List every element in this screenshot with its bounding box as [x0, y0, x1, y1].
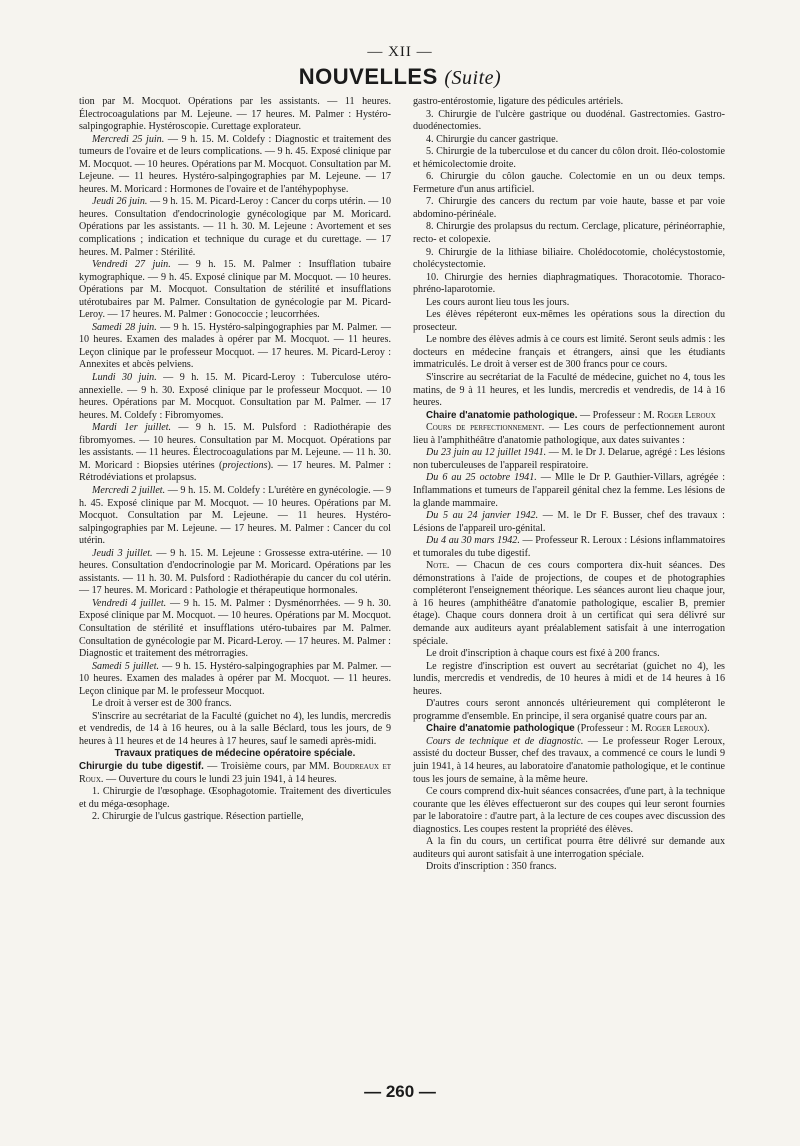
title-main: NOUVELLES	[298, 64, 438, 89]
section-heading: Travaux pratiques de médecine opératoire spéciale.	[114, 748, 356, 760]
paragraph: Le droit d'inscription à chaque cours est fixé à 200 francs.	[426, 648, 660, 660]
paragraph: Droits d'inscription : 350 francs.	[426, 861, 557, 873]
list-item: 7. Chirurgie des cancers du rectum par voie haute, basse et par voie abdomino-périnéale.	[413, 196, 725, 220]
schedule-entry: Mercredi 25 juin. — 9 h. 15. M. Coldefy : Diagnostic et traitement des tumeurs de l'ovaire et de leurs complications. — 9 h. 45. Exposé clinique par M. Mocquot. — 10 heures. Opérations par M. Mocquot. Consultation par M. Lejeune. — 11 heures. Hystéro-salpingographies par M. Lejeune. — 17 heures. M. Moricard : Hormones de l'ovaire et de l'antéhypophyse.	[79, 133, 391, 195]
list-item: 3. Chirurgie de l'ulcère gastrique ou duodénal. Gastrectomies. Gastro-duodénectomies.	[413, 108, 725, 133]
page-title	[0, 64, 800, 90]
paragraph: tion par M. Mocquot. Opérations par les assistants. — 11 heures. Électrocoagulations par M. Lejeune. — 17 heures. M. Palmer : Hystéro-salpingographie. Hystéroscopie. Curettage explorateur.	[79, 96, 391, 133]
roman-page-number: — XII —	[367, 44, 433, 60]
list-item: 8. Chirurgie des prolapsus du rectum. Cerclage, plicature, périnéorraphie, recto- et colopexie.	[413, 221, 725, 246]
schedule-entry: Du 4 au 30 mars 1942. — Professeur R. Leroux : Lésions inflammatoires et tumorales du tube digestif.	[413, 535, 726, 559]
paragraph: A la fin du cours, un certificat pourra être délivré sur demande aux auditeurs qui auront satisfait à une interrogation spéciale.	[413, 836, 725, 860]
paragraph: Les élèves répéteront eux-mêmes les opérations sous la direction du prosecteur.	[413, 309, 725, 333]
list-item: 10. Chirurgie des hernies diaphragmatiques. Thoracotomie. Thoraco-phréno-laparotomie.	[413, 271, 725, 296]
schedule-entry: Vendredi 27 juin. — 9 h. 15. M. Palmer : Insufflation tubaire kymographique. — 9 h. 45. Exposé clinique par M. Mocquot. — 10 heures. Opérations par M. Mocquot. Consultation de stérilité et insufflations utérotubaires par M. Palmer. Consultation de gynécologie par M. Picard-Leroy. — 17 heures. M. Palmer : Gonococcie ; leucorrhées.	[79, 259, 392, 321]
paragraph: Ce cours comprend dix-huit séances consacrées, d'une part, à la technique courante que les élèves effectueront sur des coupes qui leur seront fournies par le laboratoire : d'autre part, à la lecture de ces coupes avec discussion des diagnostics. Les coupes restent la propriété des élèves.	[413, 786, 725, 835]
schedule-entry: Samedi 5 juillet. — 9 h. 15. Hystéro-salpingographies par M. Palmer. — 10 heures. Examen des malades à opérer par M. Mocquot. — 11 heures. Leçon clinique par M. le professeur Mocquot.	[79, 660, 391, 697]
title-suite: (Suite)	[444, 67, 502, 89]
schedule-entry: Samedi 28 juin. — 9 h. 15. Hystéro-salpingographies par M. Palmer. — 10 heures. Examen des malades à opérer par M. Mocquot. — 11 heures. Leçon clinique par le professeur Mocquot. — 17 heures. M. Picard-Leroy : Annexites et abcès pelviens.	[79, 321, 391, 371]
schedule-entry: Vendredi 4 juillet. — 9 h. 15. M. Palmer : Dysménorrhées. — 9 h. 30. Exposé clinique par M. Mocquot. — 10 heures. Opérations par M. Mocquot. Consultation de stérilité et insufflations utéro-tubaires par M. Palmer. Consultation de gynécologie par M. Picard-Leroy. — 17 heures. M. Palmer : Diagnostic et traitement des métrorragies.	[79, 597, 392, 660]
paragraph: D'autres cours seront annoncés ultérieurement qui compléteront le programme d'ensemble. En principe, il sera organisé quatre cours par an.	[413, 698, 725, 722]
schedule-entry: Lundi 30 juin. — 9 h. 15. M. Picard-Leroy : Tuberculose utéro-annexielle. — 9 h. 30. Exposé clinique par le professeur Mocquot. — 10 heures. Opérations par M. Mocquot. Consultation par M. Palmer. — 17 heures. M. Coldefy : Fibromyomes.	[79, 372, 391, 421]
schedule-entry: Mardi 1er juillet. — 9 h. 15. M. Pulsford : Radiothérapie des fibromyomes. — 10 heures. Consultation par M. Mocquot. Opérations par les assistants. — 11 heures. Électrocoagulations par M. Lejeune. — 11 h. 30. M. Moricard : Biopsies utérines (projections). — 17 heures. M. Palmer : Rétrodéviations et prolapsus.	[79, 422, 391, 484]
list-item: 6. Chirurgie du côlon gauche. Colectomie en un ou deux temps. Fermeture d'un anus artificiel.	[413, 171, 725, 195]
right-column	[413, 96, 725, 874]
paragraph: Cours de technique et de diagnostic. — Le professeur Roger Leroux, assisté du docteur Busser, chef des travaux, a commencé ce cours le lundi 9 juin 1941, à 14 heures, au laboratoire d'anatomie pathologique, et le continue tous les jours de semaine, à la même heure.	[413, 735, 725, 785]
paragraph: S'inscrire au secrétariat de la Faculté (guichet no 4), les lundis, mercredis et vendredis, de 14 à 16 heures, ou à la salle Béclard, tous les jours, de 9 heures à 11 heures et de 14 heures à 17 heures, sauf le samedi après-midi.	[79, 710, 391, 747]
paragraph: Cours de perfectionnement. — Les cours de perfectionnement auront lieu à l'amphithéâtre d'anatomie pathologique, aux dates suivantes :	[413, 422, 725, 446]
schedule-entry: Du 6 au 25 octobre 1941. — Mlle le Dr P. Gauthier-Villars, agrégée : Inflammations et tumeurs de l'appareil génital chez la femme. Les lésions de la glande mammaire.	[413, 472, 725, 509]
paragraph: Le nombre des élèves admis à ce cours est limité. Seront seuls admis : les docteurs en médecine français et étrangers, ainsi que les étudiants immatriculés. Le droit à verser est de 300 francs pour ce cours.	[413, 334, 725, 371]
schedule-entry: Du 23 juin au 12 juillet 1941. — M. le Dr J. Delarue, agrégé : Les lésions non tuberculeuses de l'appareil respiratoire.	[413, 447, 725, 471]
list-item: 4. Chirurgie du cancer gastrique.	[426, 133, 559, 145]
paragraph: Le registre d'inscription est ouvert au secrétariat (guichet no 4), les lundis, mercredis et vendredis, de 10 heures à midi et de 14 heures à 16 heures.	[413, 660, 725, 697]
schedule-entry: Du 5 au 24 janvier 1942. — M. le Dr F. Busser, chef des travaux : Lésions de l'appareil uro-génital.	[413, 510, 725, 534]
paragraph: Chirurgie du tube digestif. — Troisième cours, par MM. Boudreaux et Roux. — Ouverture du cours le lundi 23 juin 1941, à 14 heures.	[79, 760, 391, 785]
schedule-entry: Mercredi 2 juillet. — 9 h. 15. M. Coldefy : L'urétère en gynécologie. — 9 h. 45. Exposé clinique par M. Mocquot. — 10 heures. Opérations par M. Mocquot. Consultation par M. Lejeune. — 11 heures. Hystéro-salpingographies par M. Lejeune. — 17 heures. M. Palmer : Cancer du col utérin.	[79, 484, 391, 547]
paragraph: S'inscrire au secrétariat de la Faculté de médecine, guichet no 4, tous les matins, de 9 à 11 heures, et les lundis, mercredis et vendredis, de 14 à 16 heures.	[413, 372, 725, 409]
paragraph: Le droit à verser est de 300 francs.	[92, 698, 232, 710]
paragraph: gastro-entérostomie, ligature des pédicules artériels.	[413, 96, 624, 107]
list-item: 2. Chirurgie de l'ulcus gastrique. Résection partielle,	[92, 811, 304, 823]
left-column	[79, 96, 391, 824]
paragraph: Note. — Chacun de ces cours comportera dix-huit séances. Des démonstrations à l'aide de projections, de coupes et de photographies compléteront l'enseignement théorique. Les séances auront lieu chaque jour, à 16 heures (amphithéâtre d'anatomie pathologique, escalier B, premier étage). Chaque cours donnera droit à un certificat qui sera délivré sur demande aux auditeurs ayant préalablement satisfait à une interrogation spéciale.	[413, 560, 725, 647]
schedule-entry: Jeudi 3 juillet. — 9 h. 15. M. Lejeune : Grossesse extra-utérine. — 10 heures. Consultation d'endocrinologie par M. Moricard. Opérations par les assistants. — 11 h. 30. M. Pulsford : Radiothérapie du cancer du col utérin. — 17 heures. M. Moricard : Pathologie et thérapeutique hormonales.	[79, 547, 391, 597]
list-item: 5. Chirurgie de la tuberculose et du cancer du côlon droit. Iléo-colostomie et hémicolectomie droite.	[413, 146, 725, 170]
page-number: — 260 —	[364, 1082, 436, 1101]
section-heading: Chaire d'anatomie pathologique. — Professeur : M. Roger Leroux	[426, 409, 716, 421]
list-item: 1. Chirurgie de l'œsophage. Œsophagotomie. Traitement des diverticules et du méga-œsophage.	[79, 786, 391, 810]
paragraph: Les cours auront lieu tous les jours.	[426, 296, 570, 308]
schedule-entry: Jeudi 26 juin. — 9 h. 15. M. Picard-Leroy : Cancer du corps utérin. — 10 heures. Consultation d'endocrinologie gynécologique par M. Moricard. Opérations par les assistants. — 11 h. 30. M. Lejeune : Avortement et ses complications ; indication et technique du curage et du curettage. — 17 heures. M. Palmer : Stérilité.	[79, 196, 391, 258]
section-heading: Chaire d'anatomie pathologique (Professeur : M. Roger Leroux).	[426, 723, 710, 735]
list-item: 9. Chirurgie de la lithiase biliaire. Cholédocotomie, cholécystostomie, cholécystectomie.	[413, 246, 725, 271]
